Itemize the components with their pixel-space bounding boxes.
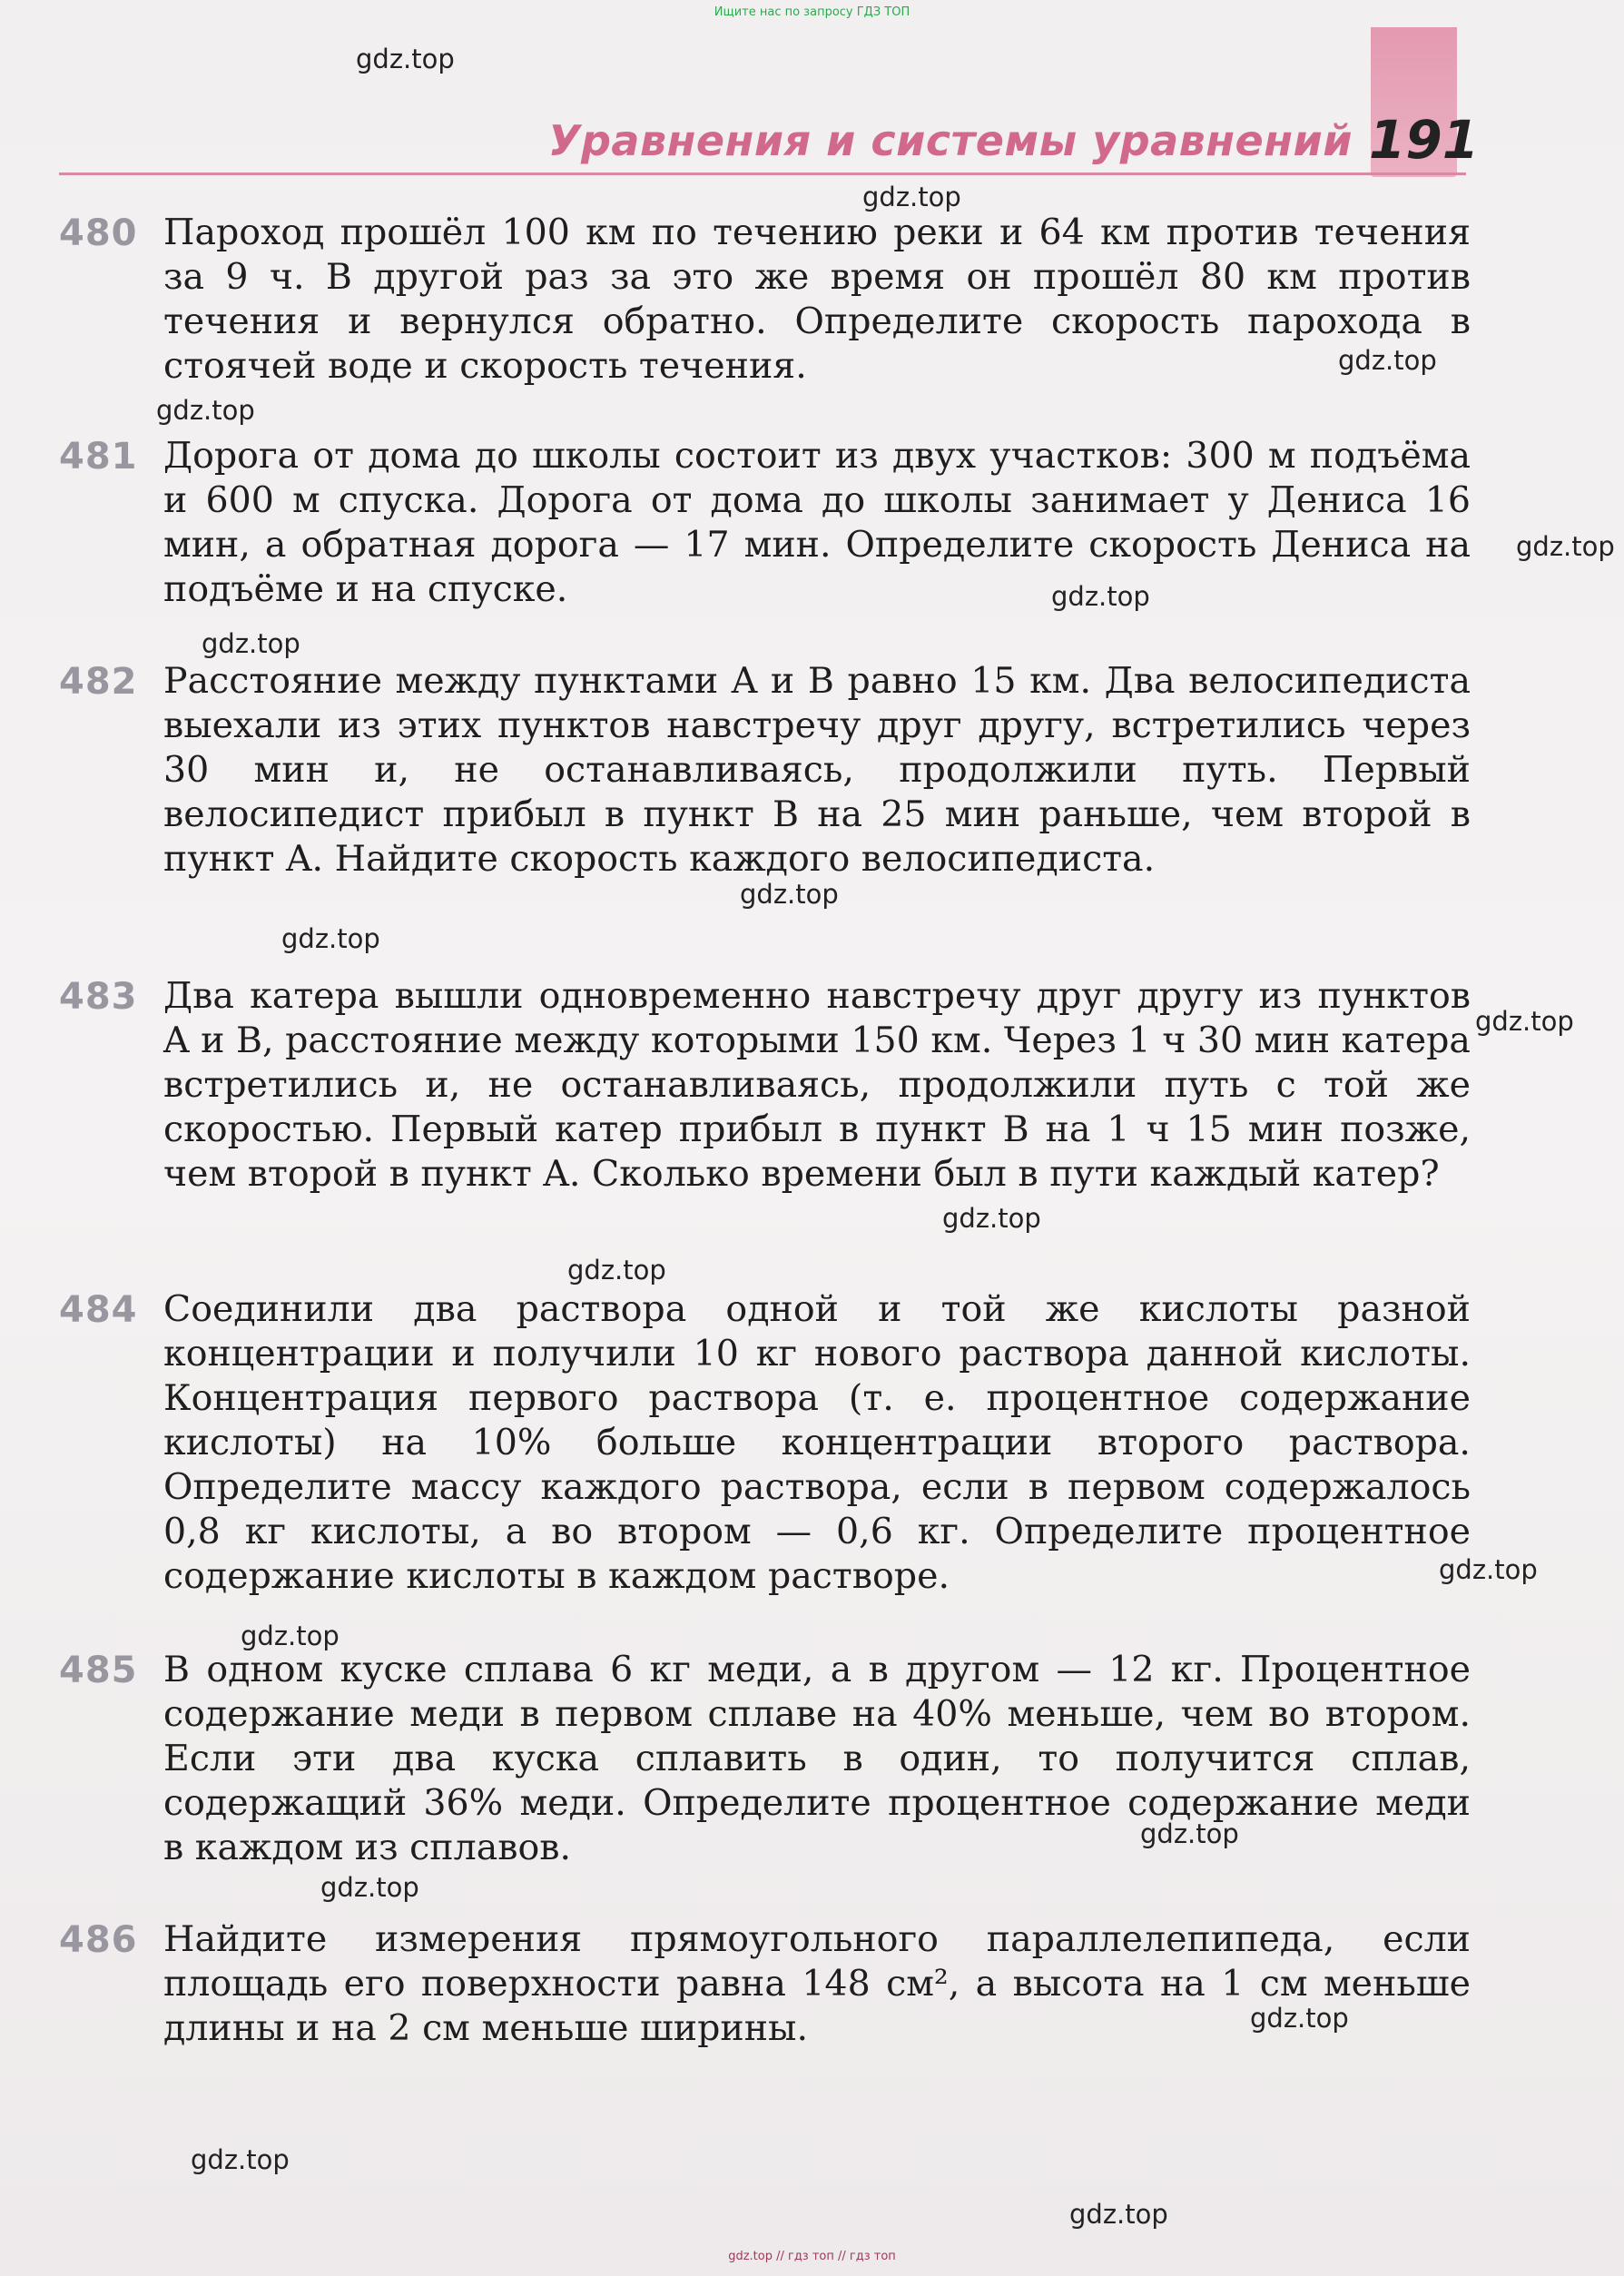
problem-text: Соединили два раствора одной и той же кислоты разной концентрации и получили 10 кг нового раствора данной кислоты. Концентрация первого раствора (т. е. процентное содержание кислоты) на 10% больше концентрации второго раствора. Определите массу каждого раствора, если в первом содержалось 0,8 кг кислоты, а во втором — 0,6 кг. Определите процентное содержание кислоты в каждом растворе. [163, 1288, 1471, 1597]
problem-number: 483 [59, 976, 138, 1018]
page-number: 191 [1369, 109, 1480, 171]
problem-number: 485 [59, 1650, 138, 1691]
watermark: gdz.top [1439, 1554, 1538, 1585]
watermark: gdz.top [281, 923, 380, 954]
watermark: gdz.top [942, 1203, 1041, 1234]
watermark: gdz.top [1051, 581, 1150, 612]
bottom-note: gdz.top // гдз топ // гдз топ [728, 2250, 896, 2263]
watermark: gdz.top [320, 1872, 419, 1903]
problem-number: 484 [59, 1289, 138, 1331]
problem-text: Два катера вышли одновременно навстречу друг другу из пунктов A и B, расстояние между которыми 150 км. Через 1 ч 30 мин катера встретились и, не останавливаясь, продолжили путь с той же скоростью. Первый катер прибыл в пункт B на 1 ч 15 мин позже, чем второй в пункт A. Сколько времени был в пути каждый катер? [163, 975, 1471, 1195]
problem-text: Найдите измерения прямоугольного параллелепипеда, если площадь его поверхности равна 148 см², а высота на 1 см меньше длины и на 2 см меньше ширины. [163, 1918, 1471, 2049]
problem-text: Дорога от дома до школы состоит из двух участков: 300 м подъёма и 600 м спуска. Дорога от дома до школы занимает у Дениса 16 мин, а обратная дорога — 17 мин. Определите скорость Дениса на подъёме и на спуске. [163, 435, 1471, 610]
watermark: gdz.top [1140, 1818, 1239, 1849]
watermark: gdz.top [1069, 2199, 1168, 2230]
problem-481 [59, 434, 1475, 612]
watermark: gdz.top [356, 44, 455, 74]
problem-480 [59, 211, 1475, 389]
problem-number: 481 [59, 436, 138, 478]
watermark: gdz.top [1250, 2003, 1349, 2034]
watermark: gdz.top [241, 1621, 340, 1651]
top-note: Ищите нас по запросу ГДЗ ТОП [714, 5, 910, 19]
problem-482 [59, 659, 1475, 882]
problem-485 [59, 1648, 1475, 1870]
watermark: gdz.top [862, 182, 961, 212]
header-divider [59, 172, 1466, 175]
problem-number: 480 [59, 212, 138, 254]
watermark: gdz.top [1516, 531, 1615, 562]
problem-number: 482 [59, 661, 138, 703]
problem-text: Пароход прошёл 100 км по течению реки и 64 км против течения за 9 ч. В другой раз за это же время он прошёл 80 км против течения и вернулся обратно. Определите скорость парохода в стоячей воде и скорость течения. [163, 212, 1471, 387]
watermark: gdz.top [202, 628, 300, 659]
problem-text: Расстояние между пунктами A и B равно 15 км. Два велосипедиста выехали из этих пунктов навстречу друг другу, встретились через 30 мин и, не останавливаясь, продолжили путь. Первый велосипедист прибыл в пункт B на 25 мин раньше, чем второй в пункт A. Найдите скорость каждого велосипедиста. [163, 660, 1471, 880]
problem-number: 486 [59, 1919, 138, 1961]
watermark: gdz.top [567, 1255, 666, 1286]
problem-484 [59, 1287, 1475, 1599]
watermark: gdz.top [740, 879, 839, 910]
watermark: gdz.top [156, 395, 255, 426]
problem-text: В одном куске сплава 6 кг меди, а в другом — 12 кг. Процентное содержание меди в первом сплаве на 40% меньше, чем во втором. Если эти два куска сплавить в один, то получится сплав, содержащий 36% меди. Определите процентное содержание меди в каждом из сплавов. [163, 1649, 1471, 1868]
problem-483 [59, 974, 1475, 1197]
section-title: Уравнения и системы уравнений [548, 116, 1353, 165]
watermark: gdz.top [1338, 345, 1437, 376]
watermark: gdz.top [191, 2144, 290, 2175]
watermark: gdz.top [1475, 1006, 1574, 1037]
